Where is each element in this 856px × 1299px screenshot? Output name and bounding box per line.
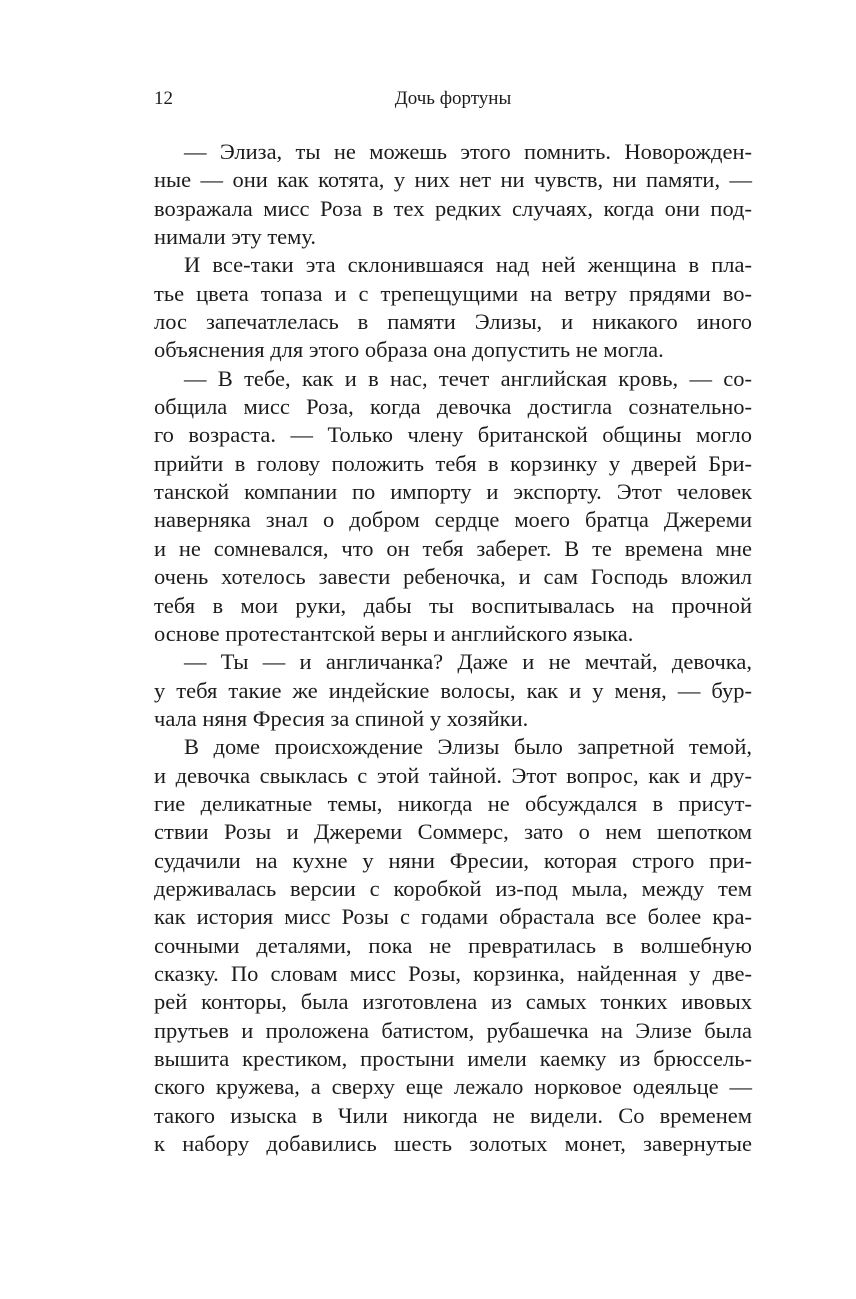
- running-title: Дочь фортуны: [394, 88, 512, 109]
- page-number: 12: [154, 88, 173, 109]
- text-line: тебя в мои руки, дабы ты воспитывалась на прочной: [154, 592, 752, 618]
- text-line: ствии Розы и Джереми Соммерс, зато о нем шепотком: [154, 819, 752, 845]
- text-line: ского кружева, а сверху еще лежало норковое одеяльце —: [154, 1074, 752, 1100]
- text-line: вышита крестиком, простыни имели каемку из брюссель-: [154, 1046, 752, 1071]
- text-line: и девочка свыклась с этой тайной. Этот вопрос, как и дру-: [154, 762, 752, 788]
- text-line: и не сомневался, что он тебя заберет. В те времена мне: [154, 535, 752, 561]
- text-line: судачили на кухне у няни Фресии, которая строго при-: [154, 847, 752, 873]
- text-line: В доме происхождение Элизы было запретной темой,: [184, 734, 752, 760]
- text-line: — Элиза, ты не можешь этого помнить. Новорожден-: [184, 139, 752, 164]
- text-line: лос запечатлелась в памяти Элизы, и никакого иного: [154, 309, 752, 335]
- text-line: ные — они как котята, у них нет ни чувств, ни памяти, —: [154, 167, 752, 193]
- page-header: [154, 84, 752, 114]
- text-line: как история мисс Розы с годами обрастала все более кра-: [154, 904, 752, 930]
- text-line: — В тебе, как и в нас, течет английская кровь, — со-: [184, 365, 752, 391]
- text-line: такого изыска в Чили никогда не видели. Со временем: [154, 1102, 752, 1128]
- text-line: гие деликатные темы, никогда не обсуждался в присут-: [154, 790, 752, 816]
- text-line: общила мисс Роза, когда девочка достигла сознательно-: [154, 394, 752, 420]
- text-line: — Ты — и англичанка? Даже и не мечтай, девочка,: [184, 649, 752, 675]
- text-line: основе протестантской веры и английского языка.: [154, 620, 634, 646]
- text-line: к набору добавились шесть золотых монет, завернутые: [154, 1131, 752, 1157]
- text-line: у тебя такие же индейские волосы, как и у меня, — бур-: [154, 677, 752, 703]
- text-line: танской компании по импорту и экспорту. Этот человек: [154, 479, 752, 505]
- text-line: сочными деталями, пока не превратилась в волшебную: [154, 932, 752, 958]
- text-line: сказку. По словам мисс Розы, корзинка, найденная у две-: [154, 960, 752, 986]
- text-line: прийти в голову положить тебя в корзинку у дверей Бри-: [154, 450, 752, 476]
- text-line: очень хотелось завести ребеночка, и сам Господь вложил: [154, 564, 752, 590]
- text-line: рей конторы, была изготовлена из самых тонких ивовых: [154, 989, 752, 1015]
- text-line: чала няня Фресия за спиной у хозяйки.: [154, 705, 529, 731]
- text-line: возражала мисс Роза в тех редких случаях, когда они под-: [154, 195, 752, 221]
- text-line: держивалась версии с коробкой из-под мыла, между тем: [154, 875, 752, 901]
- text-line: И все-таки эта склонившаяся над ней женщина в пла-: [184, 252, 752, 278]
- text-line: тье цвета топаза и с трепещущими на ветру прядями во-: [154, 280, 752, 306]
- text-line: объяснения для этого образа она допустить не могла.: [154, 337, 664, 363]
- text-line: прутьев и проложена батистом, рубашечка на Элизе была: [154, 1017, 752, 1043]
- text-line: го возраста. — Только члену британской общины могло: [154, 422, 752, 448]
- body-text: [154, 138, 752, 1158]
- text-line: нимали эту тему.: [154, 224, 316, 250]
- text-line: наверняка знал о добром сердце моего братца Джереми: [154, 507, 752, 533]
